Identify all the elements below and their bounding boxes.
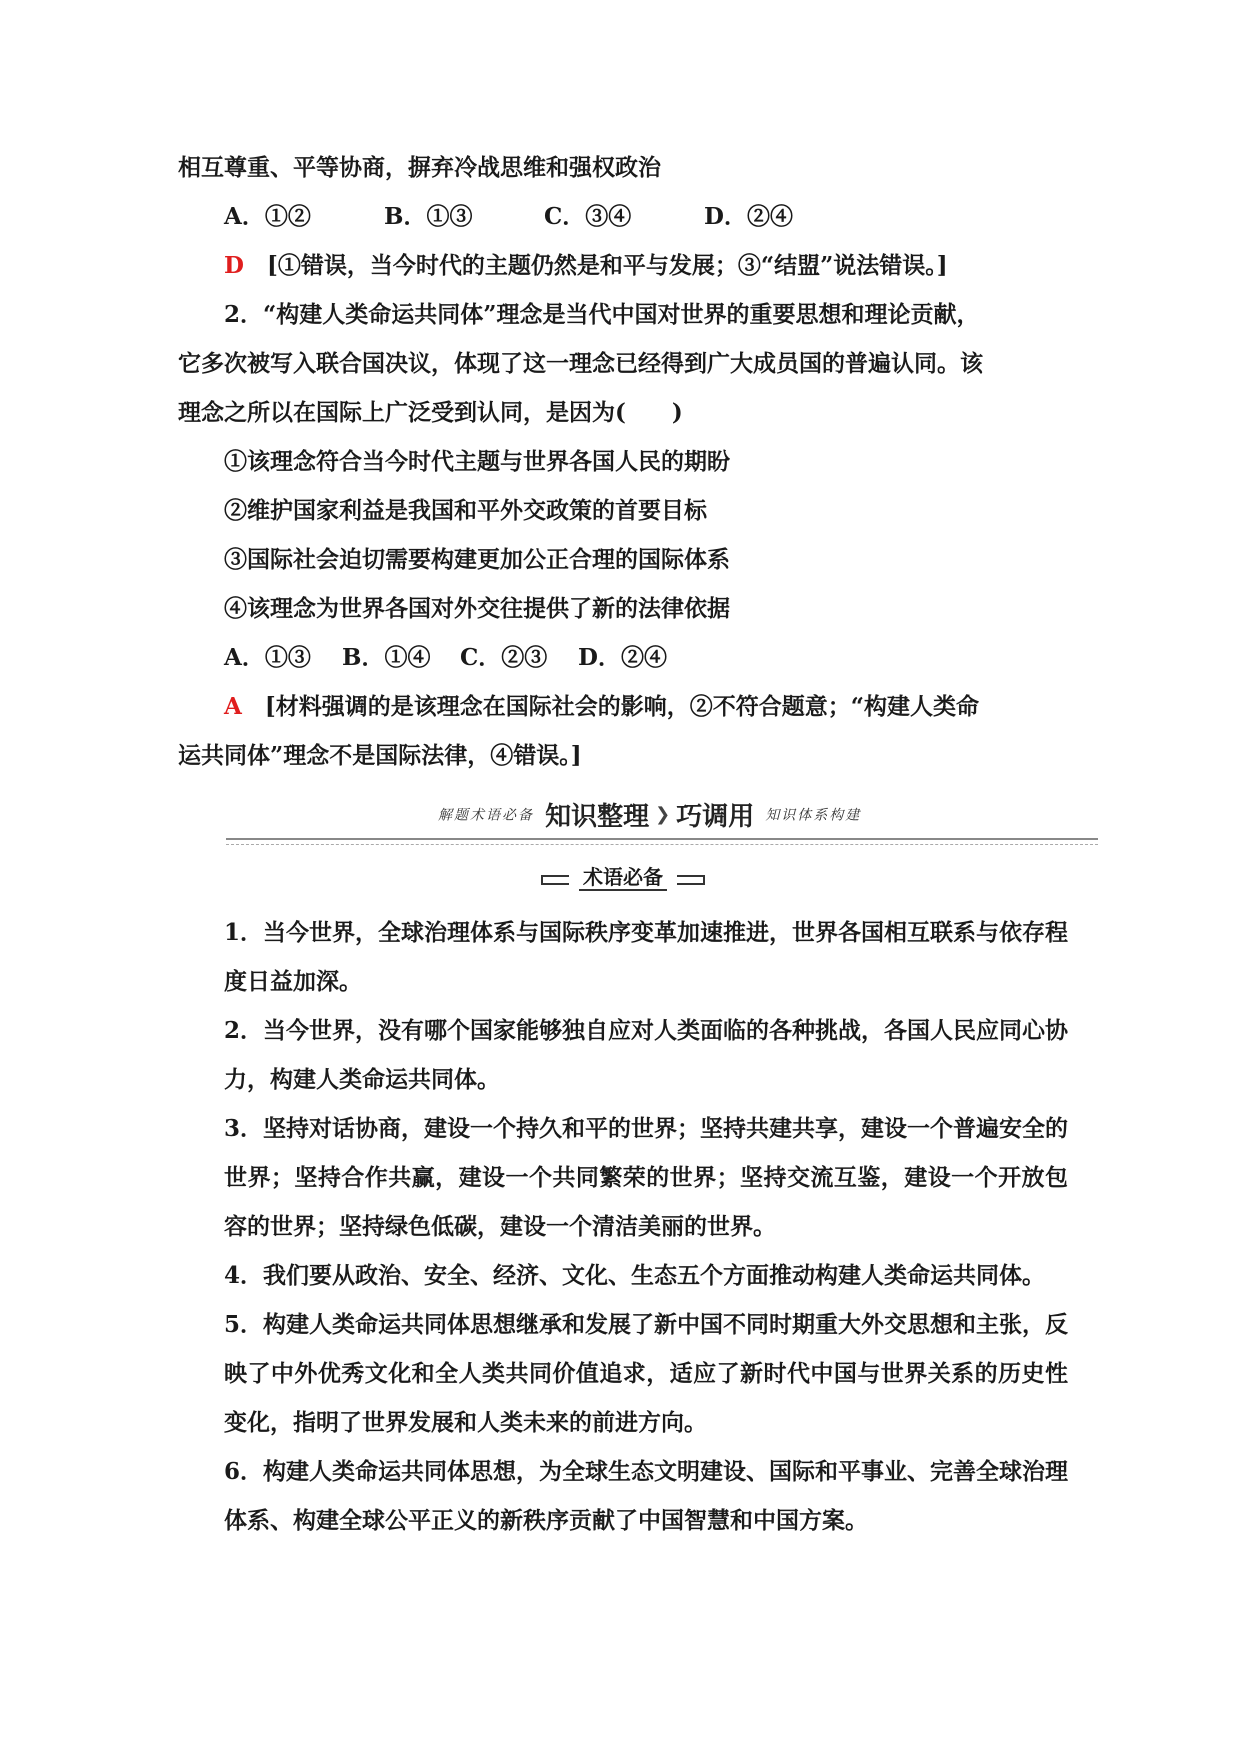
term-item-3: 3．坚持对话协商，建设一个持久和平的世界；坚持共建共享，建设一个普遍安全的世界；坚持合作共赢，建设一个共同繁荣的世界；坚持交流互鉴，建设一个开放包容的世界；坚持绿色低碳，建设一个清洁美丽的世界。: [224, 1115, 1069, 1240]
terms-heading-text: 术语必备: [579, 865, 667, 891]
term-item-5: 5．构建人类命运共同体思想继承和发展了新中国不同时期重大外交思想和主张，反映了中外优秀文化和全人类共同价值追求，适应了新时代中国与世界关系的历史性变化，指明了世界发展和人类未来的前进方向。: [224, 1311, 1069, 1436]
q2-stem-line-1: 2．“构建人类命运共同体”理念是当代中国对世界的重要思想和理论贡献，: [224, 301, 980, 328]
terms-heading: [541, 862, 705, 892]
page-content: [178, 143, 1068, 1545]
q1-explanation: [①错误，当今时代的主题仍然是和平与发展；③“结盟”说法错误。]: [266, 252, 948, 279]
q2-option-b: B．①④: [342, 644, 431, 671]
q1-option-c: C．③④: [544, 203, 632, 230]
q2-explanation-1: [材料强调的是该理念在国际社会的影响，②不符合题意；“构建人类命: [264, 693, 979, 720]
q2-answer-line: [178, 682, 1068, 731]
q1-option-b: B．①③: [384, 203, 473, 230]
q1-stem-tail: 相互尊重、平等协商，摒弃冷战思维和强权政治: [178, 154, 661, 181]
banner-title-2: 巧调用: [676, 802, 755, 832]
banner-row: [438, 796, 861, 833]
q2-item-1: ①该理念符合当今时代主题与世界各国人民的期盼: [224, 448, 730, 475]
q2-item-3: ③国际社会迫切需要构建更加公正合理的国际体系: [224, 546, 730, 573]
banner-right-label: 知识体系构建: [765, 807, 862, 824]
q2-item-4: ④该理念为世界各国对外交往提供了新的法律依据: [224, 595, 730, 622]
q2-option-a: A．①③: [224, 644, 311, 671]
q1-option-d: D．②④: [704, 203, 793, 230]
q1-answer-line: [178, 241, 1068, 290]
q1-options: [178, 192, 1068, 241]
term-item-6: 6．构建人类命运共同体思想，为全球生态文明建设、国际和平事业、完善全球治理体系、构建全球公平正义的新秩序贡献了中国智慧和中国方案。: [224, 1458, 1069, 1534]
banner-title-1: 知识整理: [545, 802, 650, 832]
q2-stem-line-2: 它多次被写入联合国决议，体现了这一理念已经得到广大成员国的普遍认同。该: [178, 350, 983, 377]
q2-options: [178, 633, 1068, 682]
section-banner: [178, 788, 1068, 852]
q1-answer-letter: D: [224, 252, 244, 279]
banner-left-label: 解题术语必备: [438, 807, 534, 824]
q2-explanation-2: 运共同体”理念不是国际法律，④错误。]: [178, 742, 582, 769]
term-item-4: 4．我们要从政治、安全、经济、文化、生态五个方面推动构建人类命运共同体。: [224, 1262, 1046, 1289]
term-item-2: 2．当今世界，没有哪个国家能够独自应对人类面临的各种挑战，各国人民应同心协力，构建人类命运共同体。: [224, 1017, 1069, 1093]
q2-item-2: ②维护国家利益是我国和平外交政策的首要目标: [224, 497, 707, 524]
q2-option-c: C．②③: [460, 644, 548, 671]
q2-option-d: D．②④: [578, 644, 667, 671]
q2-answer-letter: A: [224, 693, 242, 720]
q1-option-a: A．①②: [224, 203, 311, 230]
q2-stem-line-3: 理念之所以在国际上广泛受到认同，是因为( ): [178, 399, 683, 426]
term-item-1: 1．当今世界，全球治理体系与国际秩序变革加速推进，世界各国相互联系与依存程度日益加深。: [224, 919, 1069, 995]
banner-divider: [226, 838, 1098, 845]
terms-heading-wrap: [178, 862, 1068, 902]
banner-chevron-icon: ❯: [655, 804, 671, 825]
